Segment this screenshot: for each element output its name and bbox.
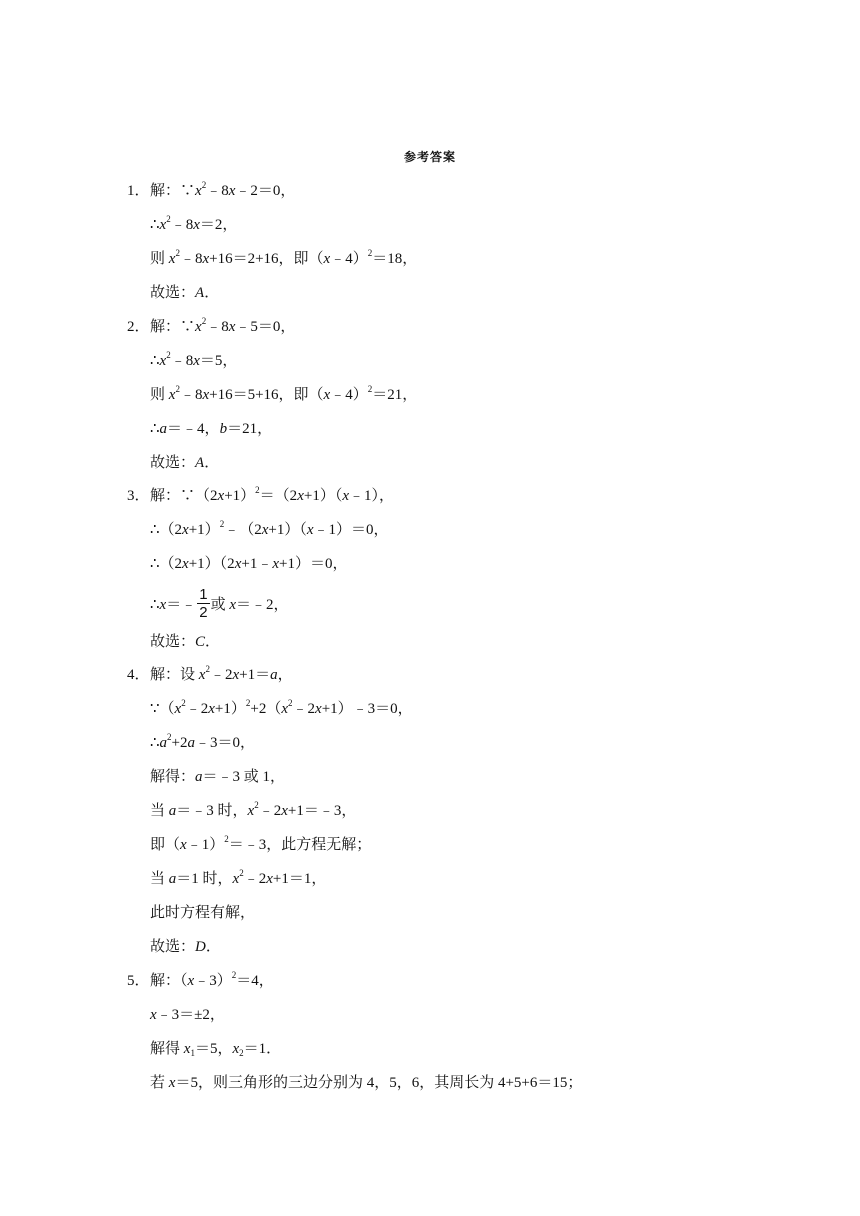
fraction-one-half: $\frac{1}{2}$: [199, 586, 208, 621]
q2-number: 2．: [127, 319, 150, 335]
q4-line1: 解：设 $x^2﹣2x+1=a$，: [150, 664, 293, 683]
q4-line5: 当 a＝﹣3 时，$x^2﹣2x+1=﹣3$，: [150, 800, 357, 819]
q2-line3: 则 $x^2﹣8x+16=5+16$，即（x﹣4）$^2$＝21，: [150, 384, 418, 403]
q5-line4: 若 x＝5，则三角形的三边分别为 4，5，6，其周长为 4+5+6＝15；: [150, 1075, 583, 1091]
q1-answer: 故选：A．: [150, 285, 220, 301]
q4-line8: 此时方程有解，: [150, 905, 256, 921]
q1-line1: 解：$\because x^2﹣8x﹣2=0$，: [150, 180, 296, 199]
q4-number: 4．: [127, 667, 150, 683]
q4-line2: $\because(x^2﹣2x+1)^2+2(x^2﹣2x+1)﹣3=0$，: [150, 698, 413, 717]
q3-line2: $\therefore(2x+1)^2﹣(2x+1)(x﹣1)=0$，: [150, 519, 389, 538]
q1-line3: 则 $x^2﹣8x+16=2+16$，即（x﹣4）$^2$＝18，: [150, 248, 418, 267]
q4-line6: 即（x﹣1）$^2$＝﹣3，此方程无解；: [150, 834, 372, 853]
q5-line1: 解：（x﹣3）$^2$＝4，: [150, 970, 274, 989]
q1-number: 1．: [127, 183, 150, 199]
q5-line3: 解得 $x_1=5$，$x_2=1$．: [150, 1041, 282, 1058]
q1-line2: $\therefore x^2﹣8x=2$，: [150, 214, 238, 233]
q2-line2: $\therefore x^2﹣8x=5$，: [150, 350, 238, 369]
q3-line4: ∴x＝﹣ $\frac{1}{2}$ 或 x＝﹣2，: [150, 586, 289, 621]
q4-answer: 故选：D．: [150, 939, 221, 955]
q2-line1: 解：$\because x^2﹣8x﹣5=0$，: [150, 316, 296, 335]
q3-line3: ∴（2x+1）（2x+1﹣x+1）＝0，: [150, 556, 348, 572]
page-title: 参考答案: [403, 150, 456, 164]
q5-number: 5．: [127, 973, 150, 989]
q3-line1: 解：$\because(2x+1)^2=(2x+1)(x﹣1)$，: [150, 485, 395, 504]
q2-line4: ∴a＝﹣4，b＝21，: [150, 421, 273, 437]
q4-line4: 解得：a＝﹣3 或 1，: [150, 769, 286, 785]
q5-line2: x﹣3＝±2，: [150, 1007, 225, 1023]
q3-answer: 故选：C．: [150, 634, 221, 650]
q4-line3: $\therefore a^2+2a﹣3=0$，: [150, 732, 256, 751]
q3-number: 3．: [127, 488, 150, 504]
q2-answer: 故选：A．: [150, 455, 220, 471]
q4-line7: 当 a＝1 时，$x^2﹣2x+1=1$，: [150, 868, 327, 887]
